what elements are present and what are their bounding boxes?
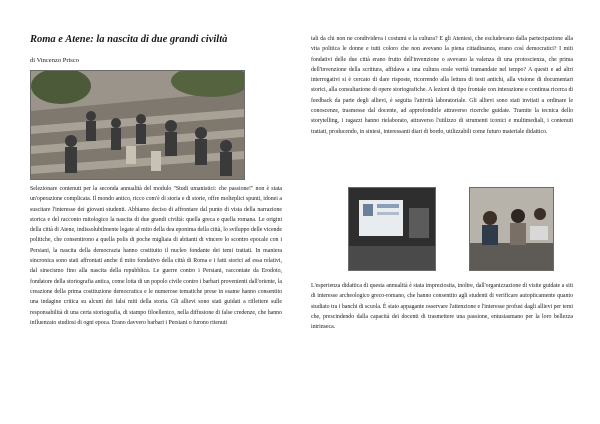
students-at-computers-photo: [469, 187, 554, 271]
article-author: di Vincenzo Prisco: [30, 57, 79, 64]
classroom-amphitheatre-photo: [30, 70, 245, 180]
right-column-paragraph-1: tali da chi non ne condivideva i costumi e la cultura? E gli Ateniesi, che escludevano dalla partecipazione alla vita politica le donne e tutti coloro che non avevano la piena cittadinanza, erano così democratici? I miti fondativi delle due città erano frutto dell'invenzione o avevano la valenza di una protoscienza, che prima dell'invenzione della scrittura, affidava a una cultura orale verità tramandate nel tempo? A questi e ad altri interrogativi si è cercato di dare risposte, ricorrendo alla lettura di testi antichi, alla visione di documentari storici, alla consultazione di opere storiografiche. A lezioni di tipo frontale con interazione e continua ricerca di feedback da parte degli allievi, è seguita l'attività laboratoriale. Gli allievi sono stati invitati a ordinare le conoscenze, trasmesse dal docente, ad approfondirle attraverso ricerche guidate. Tramite la tecnica dello storytelling, i ragazzi hanno rielaborato, attraverso l'utilizzo di strumenti iconici e multimediali, i contenuti trattati, producendo, in sintesi, interessanti diari di bordo, utilizzabili come futuro materiale didattico.: [311, 36, 573, 135]
article-title: Roma e Atene: la nascita di due grandi civiltà: [30, 34, 228, 45]
right-column-paragraph-2: L'esperienza didattica di questa annualità è stata impreziosita, inoltre, dall'organizzazione di visite guidate a siti di interesse archeologico greco-romano, che hanno consentito agli studenti di verificare autopticamente quanto studiato tra i banchi di scuola. È stato appagante osservare l'attenzione e l'interesse profusi dagli allievi per temi che, prescindendo dalla capacità dei docenti di trasmettere una passione, entusiasmano per la loro bellezza intrinseca.: [311, 283, 573, 331]
left-column-paragraph: Selezionare contenuti per la seconda annualità del modulo "Studi umanistici: che passione!" non è stata un'operazione complicata. Il mondo antico, ricco com'è di storia e di storie, offre molteplici spunti, idonei a suscitare l'interesse dei giovani studenti. Abbiamo deciso di affrontare dal punto di vista della narrazione storica e del racconto mitologico la nascita di due grandi civiltà: quella greca e quella romana. Le origini della città di Atene, indissolubilmente legate al mito della dea eponima della città, lo sviluppo delle vicende politiche, che consentirono a quella polis di poche migliaia di abitanti di vincere lo scontro epocale con i Persiani, la nascita della democrazia hanno costituito il nucleo fondante dei temi trattati. In maniera sincronica sono stati affrontati anche il mito fondativo della città di Roma e i fatti storici ad essa relativi, dal sinecismo fino alla nascita della repubblica. Le guerre contro i Persiani, raccontate da Erodoto, fondatore della storiografia antica, come lotta di un popolo civile contro i barbari provenienti dall'oriente, la creazione della prima costituzione democratica e le numerose tematiche prese in esame hanno consentito una indagine critica su alcuni dei falsi miti della storia. Gli allievi sono stati guidati a riflettere sulle responsabilità di una certa storiografia, di stampo filoellenico, nella diffusione di false credenze, che hanno influenzato studiosi di ogni epoca. Erano davvero barbari i Persiani o furono ritenuti: [30, 186, 282, 326]
projector-screen-photo: [348, 187, 436, 271]
